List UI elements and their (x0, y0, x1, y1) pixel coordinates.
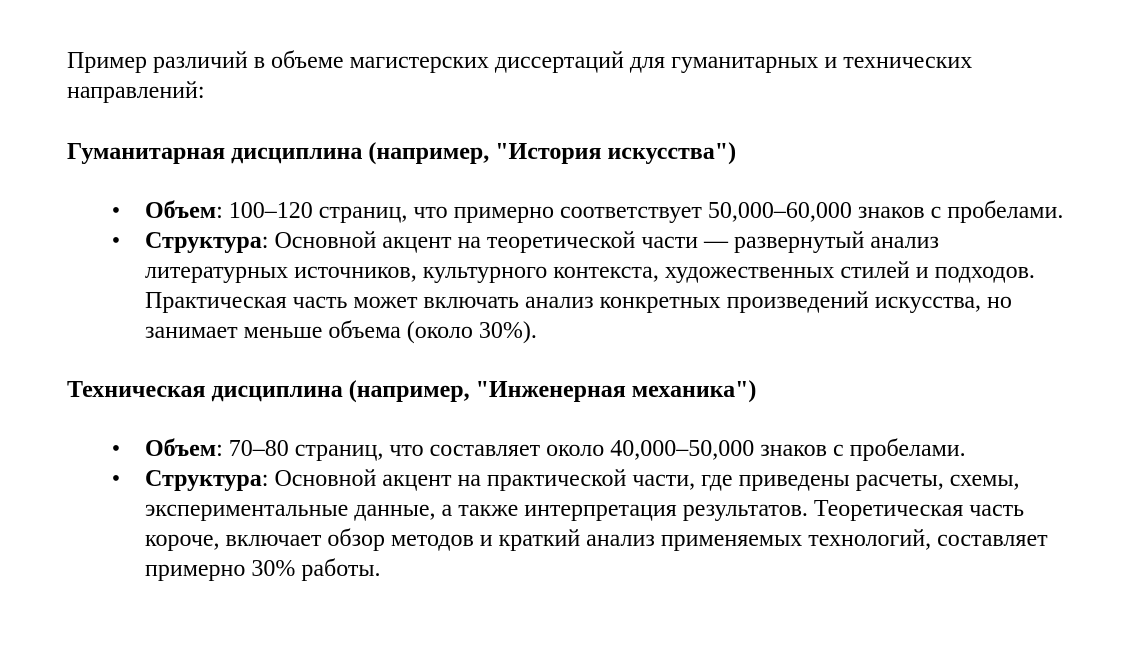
item-text: : 100–120 страниц, что примерно соответствует 50,000–60,000 знаков с пробелами. (216, 198, 1064, 224)
bullet-icon: • (111, 436, 121, 462)
bullet-icon: • (111, 228, 121, 254)
list-item (111, 464, 1067, 584)
item-text: : 70–80 страниц, что составляет около 40,000–50,000 знаков с пробелами. (216, 436, 966, 462)
list-item (111, 434, 1067, 464)
bullet-icon: • (111, 198, 121, 224)
humanities-heading: Гуманитарная дисциплина (например, "История искусства") (67, 139, 737, 165)
item-text: : Основной акцент на практической части, где приведены расчеты, схемы, экспериментальные данные, а также интерпретация результатов. Теоретическая часть короче, включает обзор методов и краткий анализ применяемых технологий, составляет примерно 30% работы. (145, 466, 1048, 582)
list-item (111, 226, 1067, 346)
bullet-icon: • (111, 466, 121, 492)
item-text: : Основной акцент на теоретической части — развернутый анализ литературных источников, культурного контекста, художественных стилей и подходов. Практическая часть может включать анализ конкретных произведений искусства, но занимает меньше объема (около 30%). (145, 228, 1035, 344)
list-item (111, 196, 1067, 226)
humanities-list (67, 196, 1067, 346)
document-body (67, 46, 1067, 584)
intro-paragraph: Пример различий в объеме магистерских диссертаций для гуманитарных и технических направлений: (67, 48, 973, 104)
item-term: Структура (145, 466, 262, 492)
technical-heading: Техническая дисциплина (например, "Инженерная механика") (67, 377, 757, 403)
item-term: Структура (145, 228, 262, 254)
technical-list (67, 434, 1067, 584)
item-term: Объем (145, 198, 217, 224)
item-term: Объем (145, 436, 217, 462)
